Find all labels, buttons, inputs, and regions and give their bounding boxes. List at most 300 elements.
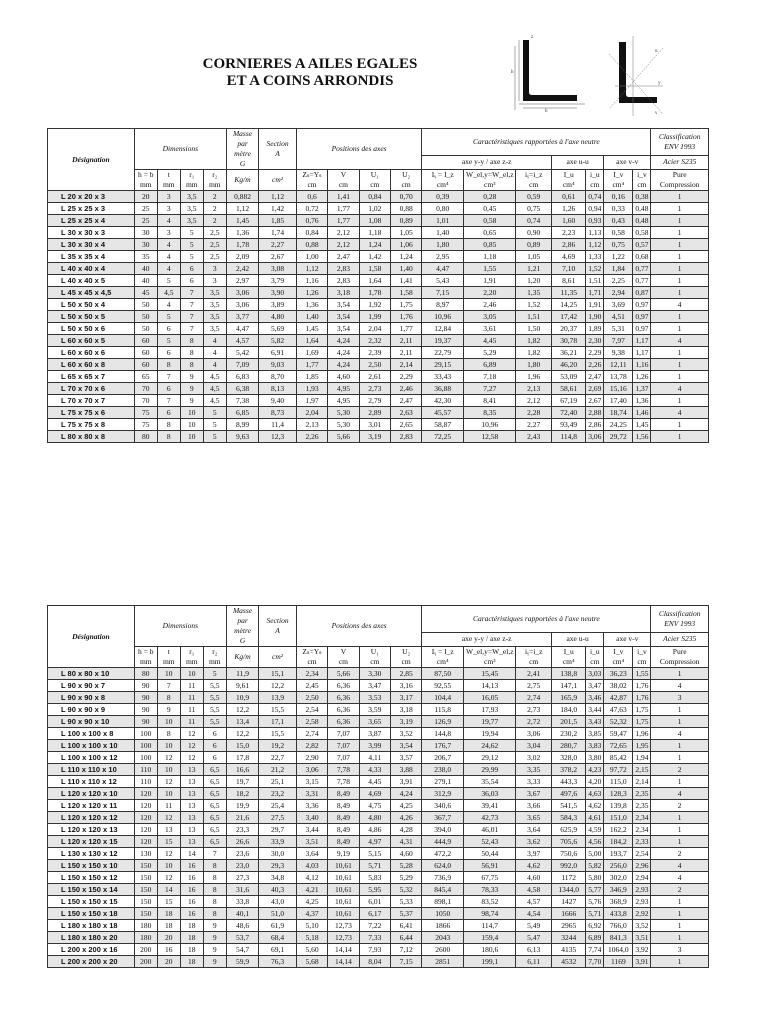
- table-cell: 1866: [422, 920, 464, 932]
- table-cell: 12,58: [464, 431, 516, 443]
- table-cell: 16: [180, 908, 203, 920]
- table-cell: 1,45: [226, 215, 258, 227]
- table-cell: 898,1: [422, 896, 464, 908]
- table-cell: 1,77: [296, 359, 327, 371]
- table-cell: 4: [203, 359, 226, 371]
- table-cell: 2,73: [516, 704, 552, 716]
- table-cell: 3,66: [516, 800, 552, 812]
- table-cell: 3,64: [296, 848, 327, 860]
- table-cell: 0,74: [516, 215, 552, 227]
- table-cell: 199,1: [464, 956, 516, 968]
- table-cell: 18: [180, 920, 203, 932]
- table-cell: 2,43: [516, 431, 552, 443]
- table-cell: 176,7: [422, 740, 464, 752]
- table-row: [48, 812, 709, 824]
- designation-cell: L 90 x 90 x 7: [48, 680, 135, 692]
- table-cell: 4,62: [586, 800, 604, 812]
- table-cell: 4,59: [586, 824, 604, 836]
- table-cell: 346,9: [604, 884, 633, 896]
- table-cell: 4,47: [226, 323, 258, 335]
- table-cell: 4: [203, 335, 226, 347]
- table-cell: 5,37: [390, 908, 421, 920]
- table-cell: 2,13: [516, 383, 552, 395]
- table-cell: 1,45: [633, 419, 651, 431]
- table-cell: 280,7: [551, 740, 586, 752]
- table-row: [48, 752, 709, 764]
- table-cell: 1,52: [516, 299, 552, 311]
- table-cell: 16: [180, 896, 203, 908]
- table-cell: 6,5: [203, 836, 226, 848]
- table-cell: 1,91: [464, 275, 516, 287]
- table-cell: 19,9: [226, 800, 258, 812]
- table-cell: 2,11: [390, 335, 421, 347]
- table-cell: 35: [134, 251, 157, 263]
- table-cell: 40: [134, 275, 157, 287]
- col-header: I_v cm⁴: [604, 170, 633, 191]
- table-cell: 1: [651, 812, 709, 824]
- designation-cell: L 75 x 75 x 6: [48, 407, 135, 419]
- table-cell: 8: [157, 692, 180, 704]
- table-cell: 2,92: [633, 908, 651, 920]
- table-cell: 1,12: [586, 239, 604, 251]
- table-cell: 1,05: [390, 227, 421, 239]
- designation-cell: L 25 x 25 x 3: [48, 203, 135, 215]
- table-cell: 9,03: [259, 359, 297, 371]
- table-cell: 4,63: [586, 788, 604, 800]
- table-cell: 1: [651, 776, 709, 788]
- table-cell: 5,15: [359, 848, 390, 860]
- table-cell: 15,1: [259, 668, 297, 680]
- table-cell: 17,40: [604, 395, 633, 407]
- designation-cell: L 45 x 45 x 4,5: [48, 287, 135, 299]
- table-cell: 2,61: [359, 371, 390, 383]
- table-cell: 7,27: [464, 383, 516, 395]
- table-cell: 2,46: [390, 383, 421, 395]
- col-header: Zₛ=Yₛ cm: [296, 647, 327, 668]
- table-cell: 3,18: [328, 287, 359, 299]
- table-cell: 78,33: [464, 884, 516, 896]
- table-cell: 4,57: [226, 335, 258, 347]
- table-cell: 0,70: [390, 191, 421, 203]
- table-cell: 7: [180, 299, 203, 311]
- table-cell: 1,26: [551, 203, 586, 215]
- table-cell: 1,51: [586, 275, 604, 287]
- table-cell: 21,6: [226, 812, 258, 824]
- table-cell: 10: [157, 716, 180, 728]
- table-cell: 18: [180, 956, 203, 968]
- table-cell: 0,39: [422, 191, 464, 203]
- table-cell: 4,69: [551, 251, 586, 263]
- table-row: [48, 680, 709, 692]
- table-cell: 0,43: [604, 215, 633, 227]
- table-cell: 3,08: [259, 263, 297, 275]
- table-cell: 1,36: [296, 299, 327, 311]
- table-cell: 8: [203, 872, 226, 884]
- axe-yz-header: axe y-y / axe z-z: [422, 155, 552, 169]
- designation-cell: L 60 x 60 x 6: [48, 347, 135, 359]
- table-cell: 3,01: [359, 419, 390, 431]
- table-cell: 24,62: [464, 740, 516, 752]
- table-cell: 1,02: [359, 203, 390, 215]
- table-cell: 12,3: [259, 431, 297, 443]
- table-cell: 2,34: [633, 824, 651, 836]
- section-header: Section A: [259, 129, 297, 170]
- designation-cell: L 150 x 150 x 15: [48, 896, 135, 908]
- table-cell: 1,58: [390, 287, 421, 299]
- table-cell: 19,7: [226, 776, 258, 788]
- table-cell: 2,93: [633, 884, 651, 896]
- table-cell: 736,9: [422, 872, 464, 884]
- table-cell: 10: [157, 668, 180, 680]
- table-cell: 34,8: [259, 872, 297, 884]
- table-cell: 20: [134, 191, 157, 203]
- table-cell: 2,93: [633, 896, 651, 908]
- table-row: [48, 311, 709, 323]
- table-cell: 13: [180, 824, 203, 836]
- col-header: r₁ mm: [180, 170, 203, 191]
- table-cell: 115,8: [422, 704, 464, 716]
- table-cell: 1,85: [259, 215, 297, 227]
- table-cell: 6,5: [203, 788, 226, 800]
- table-cell: 10,61: [328, 872, 359, 884]
- table-cell: 328,0: [551, 752, 586, 764]
- table-cell: 8,49: [328, 812, 359, 824]
- table-cell: 42,73: [464, 812, 516, 824]
- table-cell: 5,5: [203, 692, 226, 704]
- table-cell: 67,75: [464, 872, 516, 884]
- table-cell: 30: [134, 239, 157, 251]
- table-row: [48, 239, 709, 251]
- table-cell: 12,11: [604, 359, 633, 371]
- table-cell: 162,2: [604, 824, 633, 836]
- table-cell: 2,11: [390, 347, 421, 359]
- table-cell: 29,12: [464, 752, 516, 764]
- table-cell: 3,40: [296, 812, 327, 824]
- table-cell: 4: [651, 299, 709, 311]
- table-cell: 8: [157, 419, 180, 431]
- table-cell: 2,83: [328, 263, 359, 275]
- table-cell: 3,89: [259, 299, 297, 311]
- table-cell: 9,38: [604, 347, 633, 359]
- table-cell: 1,22: [604, 251, 633, 263]
- table-cell: 18,2: [226, 788, 258, 800]
- table-cell: 4,58: [516, 884, 552, 896]
- table-cell: 2,96: [633, 860, 651, 872]
- table-cell: 4,95: [328, 395, 359, 407]
- table-cell: 3,57: [390, 752, 421, 764]
- table-cell: 11,4: [259, 419, 297, 431]
- table-cell: 1,92: [359, 299, 390, 311]
- table-cell: 256,0: [604, 860, 633, 872]
- table-cell: 18: [180, 944, 203, 956]
- table-cell: 2,94: [633, 872, 651, 884]
- table-cell: 3,62: [516, 836, 552, 848]
- table-cell: 10,61: [328, 896, 359, 908]
- table-cell: 1,60: [551, 215, 586, 227]
- table-cell: 8,73: [259, 407, 297, 419]
- table-cell: 3,65: [516, 812, 552, 824]
- table-cell: 6,01: [359, 896, 390, 908]
- col-header: U₁ cm: [359, 647, 390, 668]
- table-cell: 0,16: [604, 191, 633, 203]
- table-cell: 25: [134, 215, 157, 227]
- table-cell: 12,84: [422, 323, 464, 335]
- table-cell: 7,12: [390, 944, 421, 956]
- table-cell: 206,7: [422, 752, 464, 764]
- table-cell: 115,0: [604, 776, 633, 788]
- table-cell: 2,50: [296, 692, 327, 704]
- col-header: i_u cm: [586, 170, 604, 191]
- table-cell: 150: [134, 872, 157, 884]
- table-cell: 6,5: [203, 776, 226, 788]
- table-cell: 46,01: [464, 824, 516, 836]
- table-cell: 230,2: [551, 728, 586, 740]
- designation-cell: L 110 x 110 x 10: [48, 764, 135, 776]
- table-cell: 75: [134, 407, 157, 419]
- table-cell: 10,9: [226, 692, 258, 704]
- table-cell: 1,52: [586, 263, 604, 275]
- designation-cell: L 180 x 180 x 20: [48, 932, 135, 944]
- table-cell: 4,23: [586, 764, 604, 776]
- table-cell: 624,0: [422, 860, 464, 872]
- table-cell: 2,82: [296, 740, 327, 752]
- table-row: [48, 920, 709, 932]
- table-cell: 1: [651, 704, 709, 716]
- table-cell: 2851: [422, 956, 464, 968]
- table-cell: 50: [134, 299, 157, 311]
- table-cell: 4,61: [586, 812, 604, 824]
- table-cell: 18: [180, 932, 203, 944]
- table-cell: 3,52: [633, 920, 651, 932]
- table-cell: 3,35: [516, 764, 552, 776]
- table-cell: 7,38: [226, 395, 258, 407]
- label-v: v: [655, 111, 658, 116]
- table-cell: 1,16: [633, 359, 651, 371]
- table-cell: 2,65: [390, 419, 421, 431]
- table-cell: 12: [157, 812, 180, 824]
- table-cell: 3,52: [390, 728, 421, 740]
- table-cell: 3,53: [359, 692, 390, 704]
- table-cell: 1,91: [586, 299, 604, 311]
- table-cell: 0,45: [464, 203, 516, 215]
- designation-cell: L 40 x 40 x 5: [48, 275, 135, 287]
- table-cell: 5,66: [328, 431, 359, 443]
- table-cell: 1,78: [226, 239, 258, 251]
- table-cell: 5,60: [296, 944, 327, 956]
- table-cell: 5: [203, 431, 226, 443]
- table-cell: 59,9: [226, 956, 258, 968]
- table-cell: 5,47: [516, 932, 552, 944]
- table-cell: 16: [180, 884, 203, 896]
- table-cell: 22,7: [259, 752, 297, 764]
- table-cell: 38,02: [604, 680, 633, 692]
- table-cell: 1,97: [296, 395, 327, 407]
- table-cell: 2,47: [586, 371, 604, 383]
- table-cell: 1,80: [422, 239, 464, 251]
- table-cell: 3,92: [633, 944, 651, 956]
- table-row: [48, 407, 709, 419]
- designation-cell: L 70 x 70 x 7: [48, 395, 135, 407]
- table-cell: 15: [157, 836, 180, 848]
- table-cell: 12,73: [328, 920, 359, 932]
- table-cell: 3,46: [586, 692, 604, 704]
- col-header: U₂ cm: [390, 647, 421, 668]
- col-header: I_u cm⁴: [551, 170, 586, 191]
- table-cell: 6,85: [226, 407, 258, 419]
- table-cell: 15: [157, 896, 180, 908]
- table-cell: 3,97: [516, 848, 552, 860]
- table-cell: 150: [134, 896, 157, 908]
- table-cell: 8: [180, 335, 203, 347]
- table-cell: 9: [180, 395, 203, 407]
- designation-cell: L 80 x 80 x 8: [48, 431, 135, 443]
- table-row: [48, 836, 709, 848]
- table-cell: 3,5: [180, 191, 203, 203]
- table-cell: 0,88: [390, 203, 421, 215]
- table-cell: 0,97: [633, 311, 651, 323]
- table-row: [48, 383, 709, 395]
- table-cell: 5,18: [296, 932, 327, 944]
- table-cell: 2,54: [296, 704, 327, 716]
- table-cell: 2,04: [296, 407, 327, 419]
- table-cell: 10: [157, 740, 180, 752]
- table-cell: 1,00: [296, 251, 327, 263]
- table-cell: 433,8: [604, 908, 633, 920]
- table-cell: 7,10: [551, 263, 586, 275]
- table-cell: 2: [203, 215, 226, 227]
- table-cell: 4,24: [390, 788, 421, 800]
- table-cell: 72,25: [422, 431, 464, 443]
- table-cell: 1,77: [390, 323, 421, 335]
- table-cell: 1: [651, 395, 709, 407]
- table-cell: 8,97: [422, 299, 464, 311]
- table-cell: 2,95: [422, 251, 464, 263]
- table-cell: 3,83: [586, 740, 604, 752]
- table-cell: 2: [203, 203, 226, 215]
- table-cell: 1: [651, 239, 709, 251]
- table-cell: 302,0: [604, 872, 633, 884]
- table-cell: 4,62: [516, 860, 552, 872]
- table-cell: 6,36: [328, 704, 359, 716]
- table-cell: 443,3: [551, 776, 586, 788]
- table-cell: 7,18: [464, 371, 516, 383]
- table-cell: 5,00: [586, 848, 604, 860]
- table-cell: 2,50: [359, 359, 390, 371]
- table-cell: 1,77: [328, 215, 359, 227]
- table-cell: 1,08: [359, 215, 390, 227]
- table-cell: 1,80: [516, 359, 552, 371]
- table-cell: 30,0: [259, 848, 297, 860]
- table-cell: 2,42: [226, 263, 258, 275]
- table-cell: 6,13: [516, 944, 552, 956]
- page-title: [150, 56, 470, 90]
- table-cell: 5,49: [516, 920, 552, 932]
- table-cell: 5,29: [464, 347, 516, 359]
- table-cell: 45: [134, 287, 157, 299]
- table-cell: 1: [651, 371, 709, 383]
- table-cell: 2,79: [359, 395, 390, 407]
- table-cell: 97,72: [604, 764, 633, 776]
- table-cell: 35,54: [464, 776, 516, 788]
- table-cell: 14: [180, 848, 203, 860]
- table-cell: 0,74: [586, 191, 604, 203]
- table-cell: 50: [134, 323, 157, 335]
- table-cell: 3,51: [296, 836, 327, 848]
- table-cell: 1,99: [359, 311, 390, 323]
- table-cell: 8,41: [464, 395, 516, 407]
- table-cell: 1,45: [296, 323, 327, 335]
- table-row: [48, 872, 709, 884]
- table-cell: 27,5: [259, 812, 297, 824]
- table-cell: 9,40: [259, 395, 297, 407]
- table-cell: 1,16: [296, 275, 327, 287]
- table-cell: 1,24: [390, 251, 421, 263]
- table-cell: 16: [157, 944, 180, 956]
- table-cell: 5: [180, 239, 203, 251]
- designation-cell: L 65 x 65 x 7: [48, 371, 135, 383]
- table-cell: 7,09: [226, 359, 258, 371]
- table-cell: 4,25: [296, 896, 327, 908]
- table-cell: 4: [651, 407, 709, 419]
- table-cell: 1,24: [359, 239, 390, 251]
- table-row: [48, 323, 709, 335]
- table-cell: 1172: [551, 872, 586, 884]
- table-cell: 23,6: [226, 848, 258, 860]
- table-cell: 4,25: [390, 800, 421, 812]
- table-cell: 1,76: [390, 311, 421, 323]
- designation-header: Désignation: [48, 606, 135, 668]
- table-cell: 1,36: [633, 395, 651, 407]
- designation-cell: L 150 x 150 x 14: [48, 884, 135, 896]
- label-z: z: [531, 35, 534, 40]
- table-cell: 3,69: [604, 299, 633, 311]
- table-cell: 340,6: [422, 800, 464, 812]
- table-cell: 130: [134, 848, 157, 860]
- table-cell: 5,95: [359, 884, 390, 896]
- table-cell: 3,67: [516, 788, 552, 800]
- table-cell: 120: [134, 800, 157, 812]
- designation-cell: L 100 x 100 x 8: [48, 728, 135, 740]
- table-cell: 4,57: [516, 896, 552, 908]
- table-cell: 2,29: [586, 347, 604, 359]
- table-cell: 22,79: [422, 347, 464, 359]
- table-cell: 4,20: [586, 776, 604, 788]
- table-cell: 497,6: [551, 788, 586, 800]
- table-cell: 85,42: [604, 752, 633, 764]
- angle-section-diagram: [505, 28, 665, 120]
- table-cell: 7: [180, 323, 203, 335]
- table-cell: 7: [157, 395, 180, 407]
- table-cell: 1: [651, 716, 709, 728]
- table-cell: 150: [134, 860, 157, 872]
- designation-header: Désignation: [48, 129, 135, 191]
- table-cell: 3,65: [359, 716, 390, 728]
- table-cell: 120: [134, 824, 157, 836]
- table-row: [48, 371, 709, 383]
- table-cell: 9: [203, 920, 226, 932]
- designation-cell: L 180 x 180 x 18: [48, 920, 135, 932]
- table-cell: 50: [134, 311, 157, 323]
- table-cell: 10: [157, 860, 180, 872]
- table-cell: 1,64: [296, 335, 327, 347]
- table-cell: 4,45: [464, 335, 516, 347]
- table-cell: 8,99: [226, 419, 258, 431]
- table-cell: 4,86: [359, 824, 390, 836]
- table-cell: 1,21: [516, 263, 552, 275]
- table-cell: 159,4: [464, 932, 516, 944]
- table-cell: 2,47: [390, 395, 421, 407]
- table-cell: 1,12: [226, 203, 258, 215]
